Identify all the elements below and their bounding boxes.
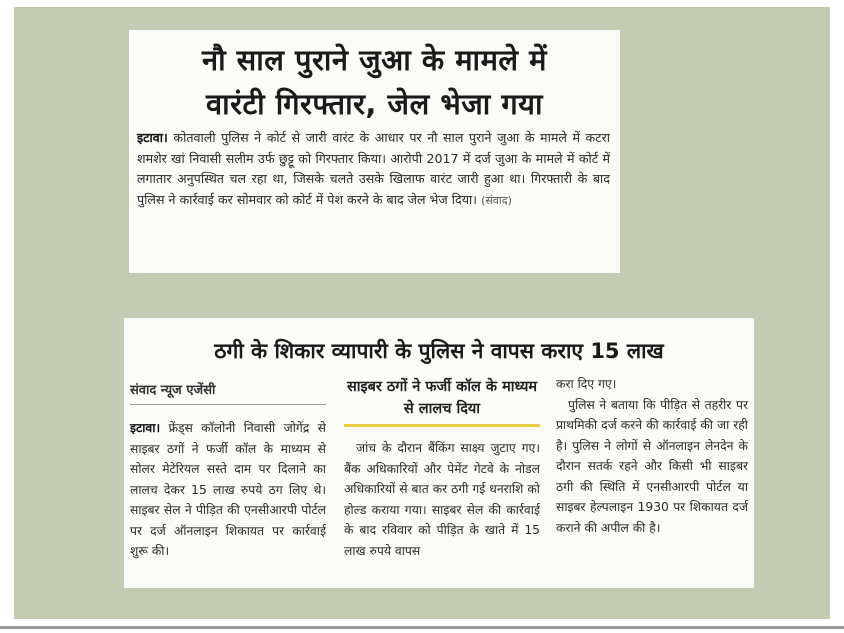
clipping2-col3-para1: करा दिए गए।	[556, 377, 617, 391]
clipping1-headline	[129, 38, 620, 126]
clipping1-headline-line1: नौ साल पुराने जुआ के मामले में	[201, 43, 548, 77]
clipping2-col2-text: जांच के दौरान बैंकिंग साक्ष्य जुटाए गए। बैंक अधिकारियों और पेमेंट गेटवे के नोडल अधिकारियों से बात कर ठगी गई धनराशि को होल्ड कराया गया। साइबर सेल की कार्रवाई के बाद रविवार को पीड़ित के खाते में 15 लाख रुपये वापस	[344, 441, 540, 558]
clipping1-dateline: इटावा।	[137, 130, 168, 145]
clipping1-credit: (संवाद)	[481, 193, 512, 207]
clipping2-col1-text: फ्रेंड्स कॉलोनी निवासी जोगेंद्र से साइबर ठगों ने फर्जी कॉल के माध्यम से सोलर मेटेरियल सस्ते दाम पर दिलाने का लालच देकर 15 लाख रुपये ठग लिए थे। साइबर सेल ने पीड़ित की एनसीआरपी पोर्टल पर दर्ज ऑनलाइन शिकायत पर कार्रवाई शुरू की।	[130, 421, 326, 558]
clipping2-headline: ठगी के शिकार व्यापारी के पुलिस ने वापस कराए 15 लाख	[214, 339, 664, 363]
clipping1-body-text: कोतवाली पुलिस ने कोर्ट से जारी वारंट के आधार पर नौ साल पुराने जुआ के मामले में कटरा शमशेर खां निवासी सलीम उर्फ छुट्टू को गिरफ्तार किया। आरोपी 2017 में दर्ज जुआ के मामले में कोर्ट में लगातार अनुपस्थित चल रहा था, जिसके चलते उसके खिलाफ वारंट जारी हुआ था। गिरफ्तारी के बाद पुलिस ने कार्रवाई कर सोमवार को कोर्ट में पेश करने के बाद जेल भेज दिया।	[137, 130, 610, 207]
clipping1-headline-line2: वारंटी गिरफ्तार, जेल भेजा गया	[205, 87, 543, 121]
clipping2-column-1	[130, 418, 326, 562]
clipping2-subhead: साइबर ठगों ने फर्जी कॉल के माध्यम से लालच दिया	[344, 376, 540, 427]
bottom-divider	[0, 626, 844, 629]
clipping2-column-2	[344, 438, 540, 561]
clipping1-body	[129, 126, 620, 211]
clipping2-dateline: इटावा।	[130, 421, 161, 435]
news-clipping-gambling-warrant	[129, 30, 620, 273]
clipping2-column-3	[556, 374, 748, 538]
clipping2-col3-para2: पुलिस ने बताया कि पीड़ित से तहरीर पर प्राथमिकी दर्ज करने की कार्रवाई की जा रही है। पुलिस ने लोगों से ऑनलाइन लेनदेन के दौरान सतर्क रहने और किसी भी साइबर ठगी की स्थिति में एनसीआरपी पोर्टल या साइबर हेल्पलाइन 1930 पर शिकायत दर्ज कराने की अपील की है।	[556, 397, 748, 535]
clipping2-agency: संवाद न्यूज एजेंसी	[130, 380, 326, 405]
news-clipping-cyber-fraud	[124, 318, 754, 588]
